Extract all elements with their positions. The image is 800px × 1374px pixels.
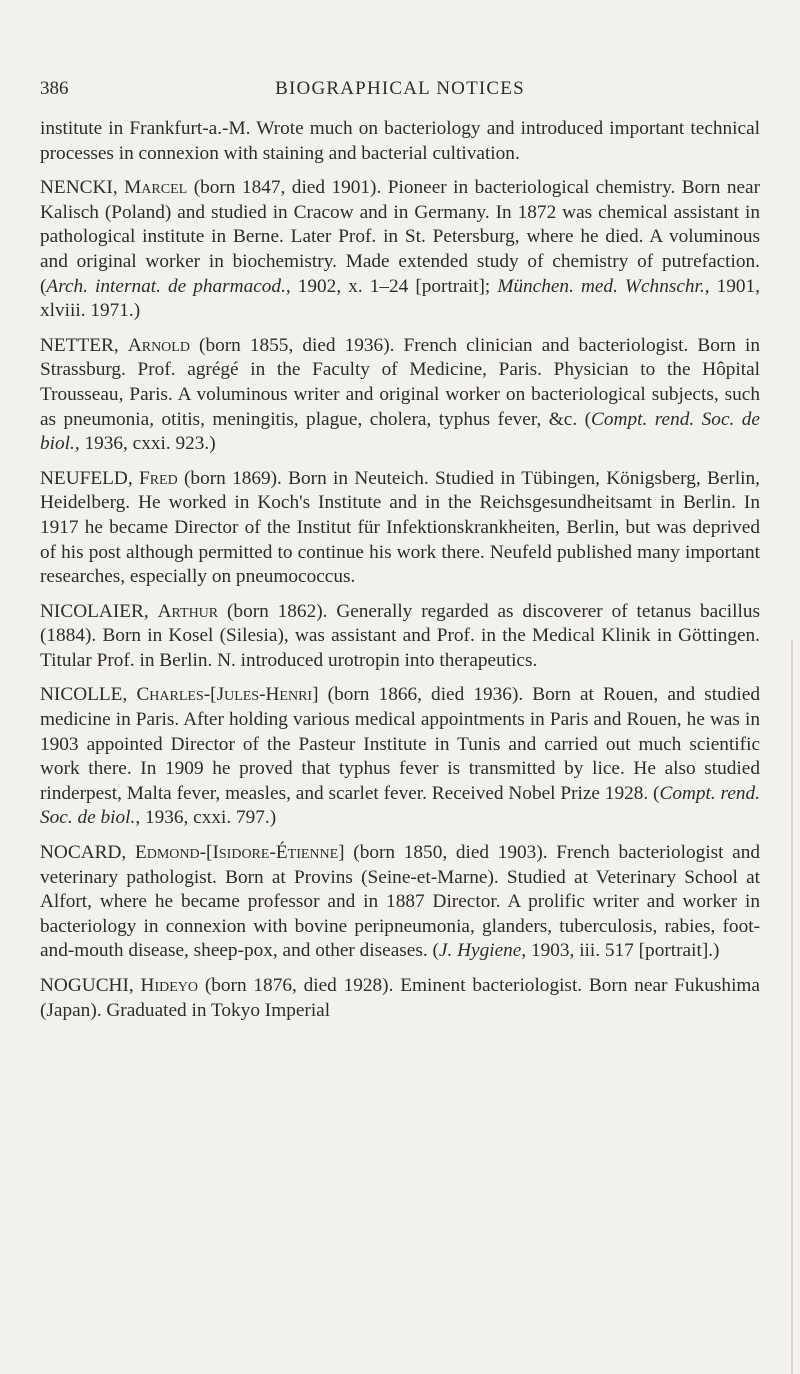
entry-reference: München. med. Wchnschr. bbox=[497, 275, 705, 297]
entry-nicolle bbox=[40, 683, 760, 831]
body-text bbox=[40, 117, 760, 1023]
entry-surname: NEUFELD, bbox=[40, 467, 133, 489]
entry-surname: NETTER, bbox=[40, 334, 119, 356]
entry-text: (born 1862). Generally regarded as discoverer of tetanus bacillus (1884). Born in Kosel (Silesia), was assistant and Prof. in the Medical Klinik in Göttingen. Titular Prof. in Berlin. N. introduced urotropin into therapeutics. bbox=[40, 600, 760, 671]
entry-given-name: Charles-[Jules-Henri] bbox=[136, 684, 319, 706]
entry-text: (born 1847, died 1901). Pioneer in bacteriological chemistry. Born near Kalisch (Poland) and studied in Cracow and in Germany. In 1872 was chemical assistant in pathological institute in Berne. Later Prof. in St. Petersburg, where he died. A voluminous and original worker in biochemistry. Made extended study of chemistry of putrefaction. ( bbox=[40, 177, 760, 297]
continuation-paragraph: institute in Frankfurt-a.-M. Wrote much on bacteriology and introduced important technical processes in connexion with staining and bacterial cultivation. bbox=[40, 118, 760, 164]
entry-surname: NICOLLE, bbox=[40, 684, 128, 706]
page-edge-shadow bbox=[791, 640, 793, 1374]
entry-reference: Compt. rend. Soc. de biol. bbox=[40, 782, 760, 829]
entry-noguchi bbox=[40, 974, 760, 1023]
entry-text: (born 1866, died 1936). Born at Rouen, and studied medicine in Paris. After holding various medical appointments in Paris and Rouen, he was in 1903 appointed Director of the Pasteur Institute in Tunis and carried out much scientific work there. In 1909 he proved that typhus fever is transmitted by lice. He also studied rinderpest, Malta fever, measles, and scarlet fever. Received Nobel Prize 1928. ( bbox=[40, 684, 760, 804]
entry-surname: NOGUCHI, bbox=[40, 975, 134, 996]
entry-given-name: Fred bbox=[138, 467, 178, 489]
entry-given-name: Edmond-[Isidore-Étienne] bbox=[134, 842, 345, 864]
entry-text: , 1902, x. 1–24 [portrait]; bbox=[285, 275, 498, 297]
entry-nicolaier bbox=[40, 600, 760, 674]
entry-given-name: Arthur bbox=[157, 600, 219, 622]
entry-given-name: Arnold bbox=[127, 334, 190, 356]
entry-reference: Compt. rend. Soc. de biol. bbox=[40, 408, 760, 455]
entry-netter bbox=[40, 334, 760, 457]
entry-text: (born 1855, died 1936). French clinician and bacteriologist. Born in Strassburg. Prof. agrégé in the Faculty of Medicine, Paris. Physician to the Hôpital Trousseau, Paris. A voluminous writer and original worker on bacteriological subjects, such as pneumonia, otitis, meningitis, plague, cholera, typhus fever, &c. ( bbox=[40, 334, 760, 430]
entry-text: (born 1876, died 1928). Eminent bacteriologist. Born near Fukushima (Japan). Graduated in Tokyo Imperial bbox=[40, 975, 760, 1021]
entry-surname: NOCARD, bbox=[40, 842, 127, 864]
entry-surname: NICOLAIER, bbox=[40, 600, 149, 622]
entry-neufeld bbox=[40, 467, 760, 590]
page-number: 386 bbox=[40, 78, 69, 99]
page-header bbox=[40, 78, 760, 108]
entry-text: , 1936, cxxi. 923.) bbox=[74, 433, 216, 455]
entry-text: (born 1869). Born in Neuteich. Studied in Tübingen, Königsberg, Berlin, Heidelberg. He worked in Koch's Institute and in the Reichsgesundheitsamt in Berlin. In 1917 he became Director of the Institut für Infektionskrankheiten, Berlin, but was deprived of his post although permitted to continue his work there. Neufeld published many important researches, especially on pneumococcus. bbox=[40, 467, 760, 588]
entry-nencki bbox=[40, 176, 760, 324]
entry-text: (born 1850, died 1903). French bacteriologist and veterinary pathologist. Born at Provins (Seine-et-Marne). Studied at Veterinary School at Alfort, where he became professor and in 1887 Director. A prolific writer and worker in bacteriology in connexion with bovine peripneumonia, glanders, tuberculosis, rabies, foot-and-mouth disease, sheep-pox, and other diseases. ( bbox=[40, 842, 760, 962]
entry-given-name: Marcel bbox=[124, 177, 188, 199]
entry-text: , 1903, iii. 517 [portrait].) bbox=[521, 940, 720, 962]
entry-surname: NENCKI, bbox=[40, 177, 118, 199]
entry-reference: J. Hygiene bbox=[438, 940, 522, 962]
entry-given-name: Hideyo bbox=[140, 975, 199, 996]
entry-text: , 1936, cxxi. 797.) bbox=[135, 807, 277, 829]
running-head: BIOGRAPHICAL NOTICES bbox=[275, 78, 525, 99]
entry-reference: Arch. internat. de pharmacod. bbox=[46, 275, 286, 297]
entry-text: , 1901, xlviii. 1971.) bbox=[40, 275, 760, 322]
entry-nocard bbox=[40, 841, 760, 964]
